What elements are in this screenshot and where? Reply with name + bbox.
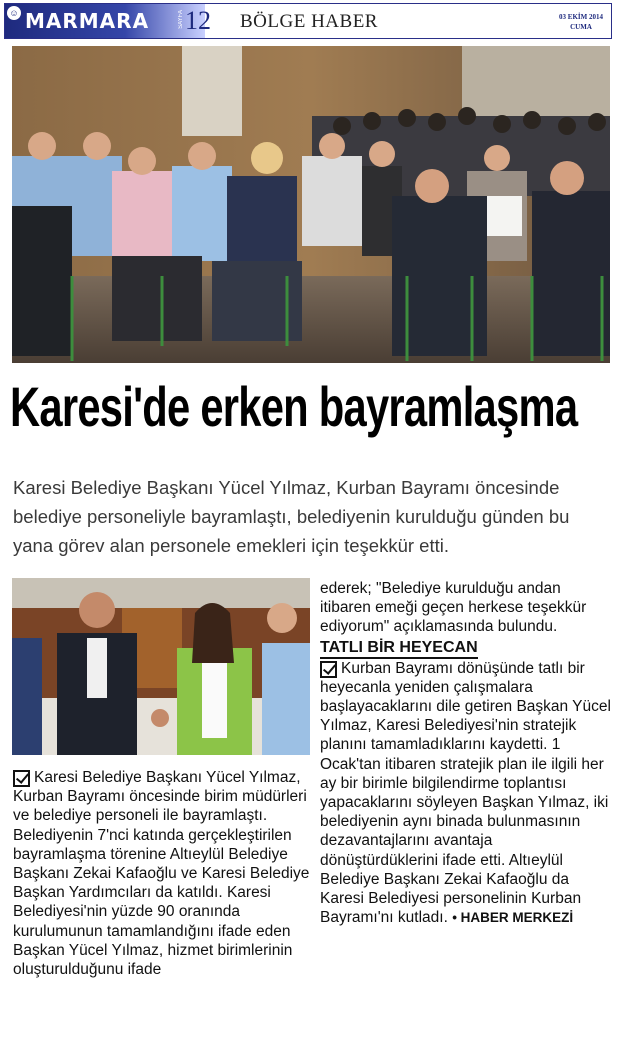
logo-emblem-icon: ☺ [7,6,21,20]
main-photo [12,46,610,363]
left-column-text: Karesi Belediye Başkanı Yücel Yılmaz, Kurban Bayramı öncesinde birim müdürleri ve belediye personeli ile bayramlaştı. Belediyenin 7'nci katında gerçekleştirilen bayramlaşma törenine Altıeylül Belediye Başkanı Zekai Kafaoğlu ve Karesi Belediye Başkan Yardımcıları da katıldı. Karesi Belediyesi'nin yüzde 90 oranında kurulumunun tamamlandığını ifade eden Başkan Yücel Yılmaz, hizmet birimlerinin oluşturulduğunu ifade [13,769,310,979]
date-day: 03 EKİM 2014 [559,13,603,21]
right-column-body: Kurban Bayramı dönüşünde tatlı bir heyecanla yeniden çalışmalara başlayacaklarını dile getiren Başkan Yücel Yılmaz, Karesi Belediyesi'nin stratejik planını tamamladıklarını kaydetti. 1 Ocak'tan itibaren stratejik plan ile ilgili her ay bir birimle bilgilendirme toplantısı yapacaklarını söyleyen Başkan Yılmaz, iki belediyenin aynı binada bulunmasının dezavantajlarını avantaja dönüştürdüklerini ifade etti. Altıeylül Belediye Başkanı Zekai Kafaoğlu da Karesi Belediyesi personelinin Kurban Bayramı'nı kutladı. [320,659,611,927]
handshake-photo [12,578,310,755]
article-lead: Karesi Belediye Başkanı Yücel Yılmaz, Kurban Bayramı öncesinde belediye personeliyle bayramlaştı, belediyenin kurulduğu günden bu yana görev alan personele emekleri için teşekkür etti. [13,477,570,556]
checkbox-bullet-icon [13,770,30,787]
section-title: BÖLGE HABER [240,11,378,32]
date-weekday: CUMA [570,23,592,31]
page-label: SAYFA [178,10,184,29]
checkbox-bullet-icon [320,661,337,678]
issue-date [559,12,603,32]
handshake-photo-illustration [12,578,310,755]
right-column-intro: ederek; "Belediye kurulduğu andan itibaren emeği geçen herkese teşekkür ediyorum" açıklamasında bulundu. [320,580,587,636]
article-subhead: TATLI BİR HEYECAN [320,639,478,659]
article-headline: Karesi'de erken bayramlaşma [10,375,578,438]
page-number: 12 [185,6,211,35]
article-column-left [13,768,311,979]
audience-photo-illustration [12,46,610,363]
article-column-right [320,579,612,927]
article-byline: • HABER MERKEZİ [452,910,574,926]
newspaper-logo: MARMARA [25,9,150,33]
masthead [4,3,612,39]
